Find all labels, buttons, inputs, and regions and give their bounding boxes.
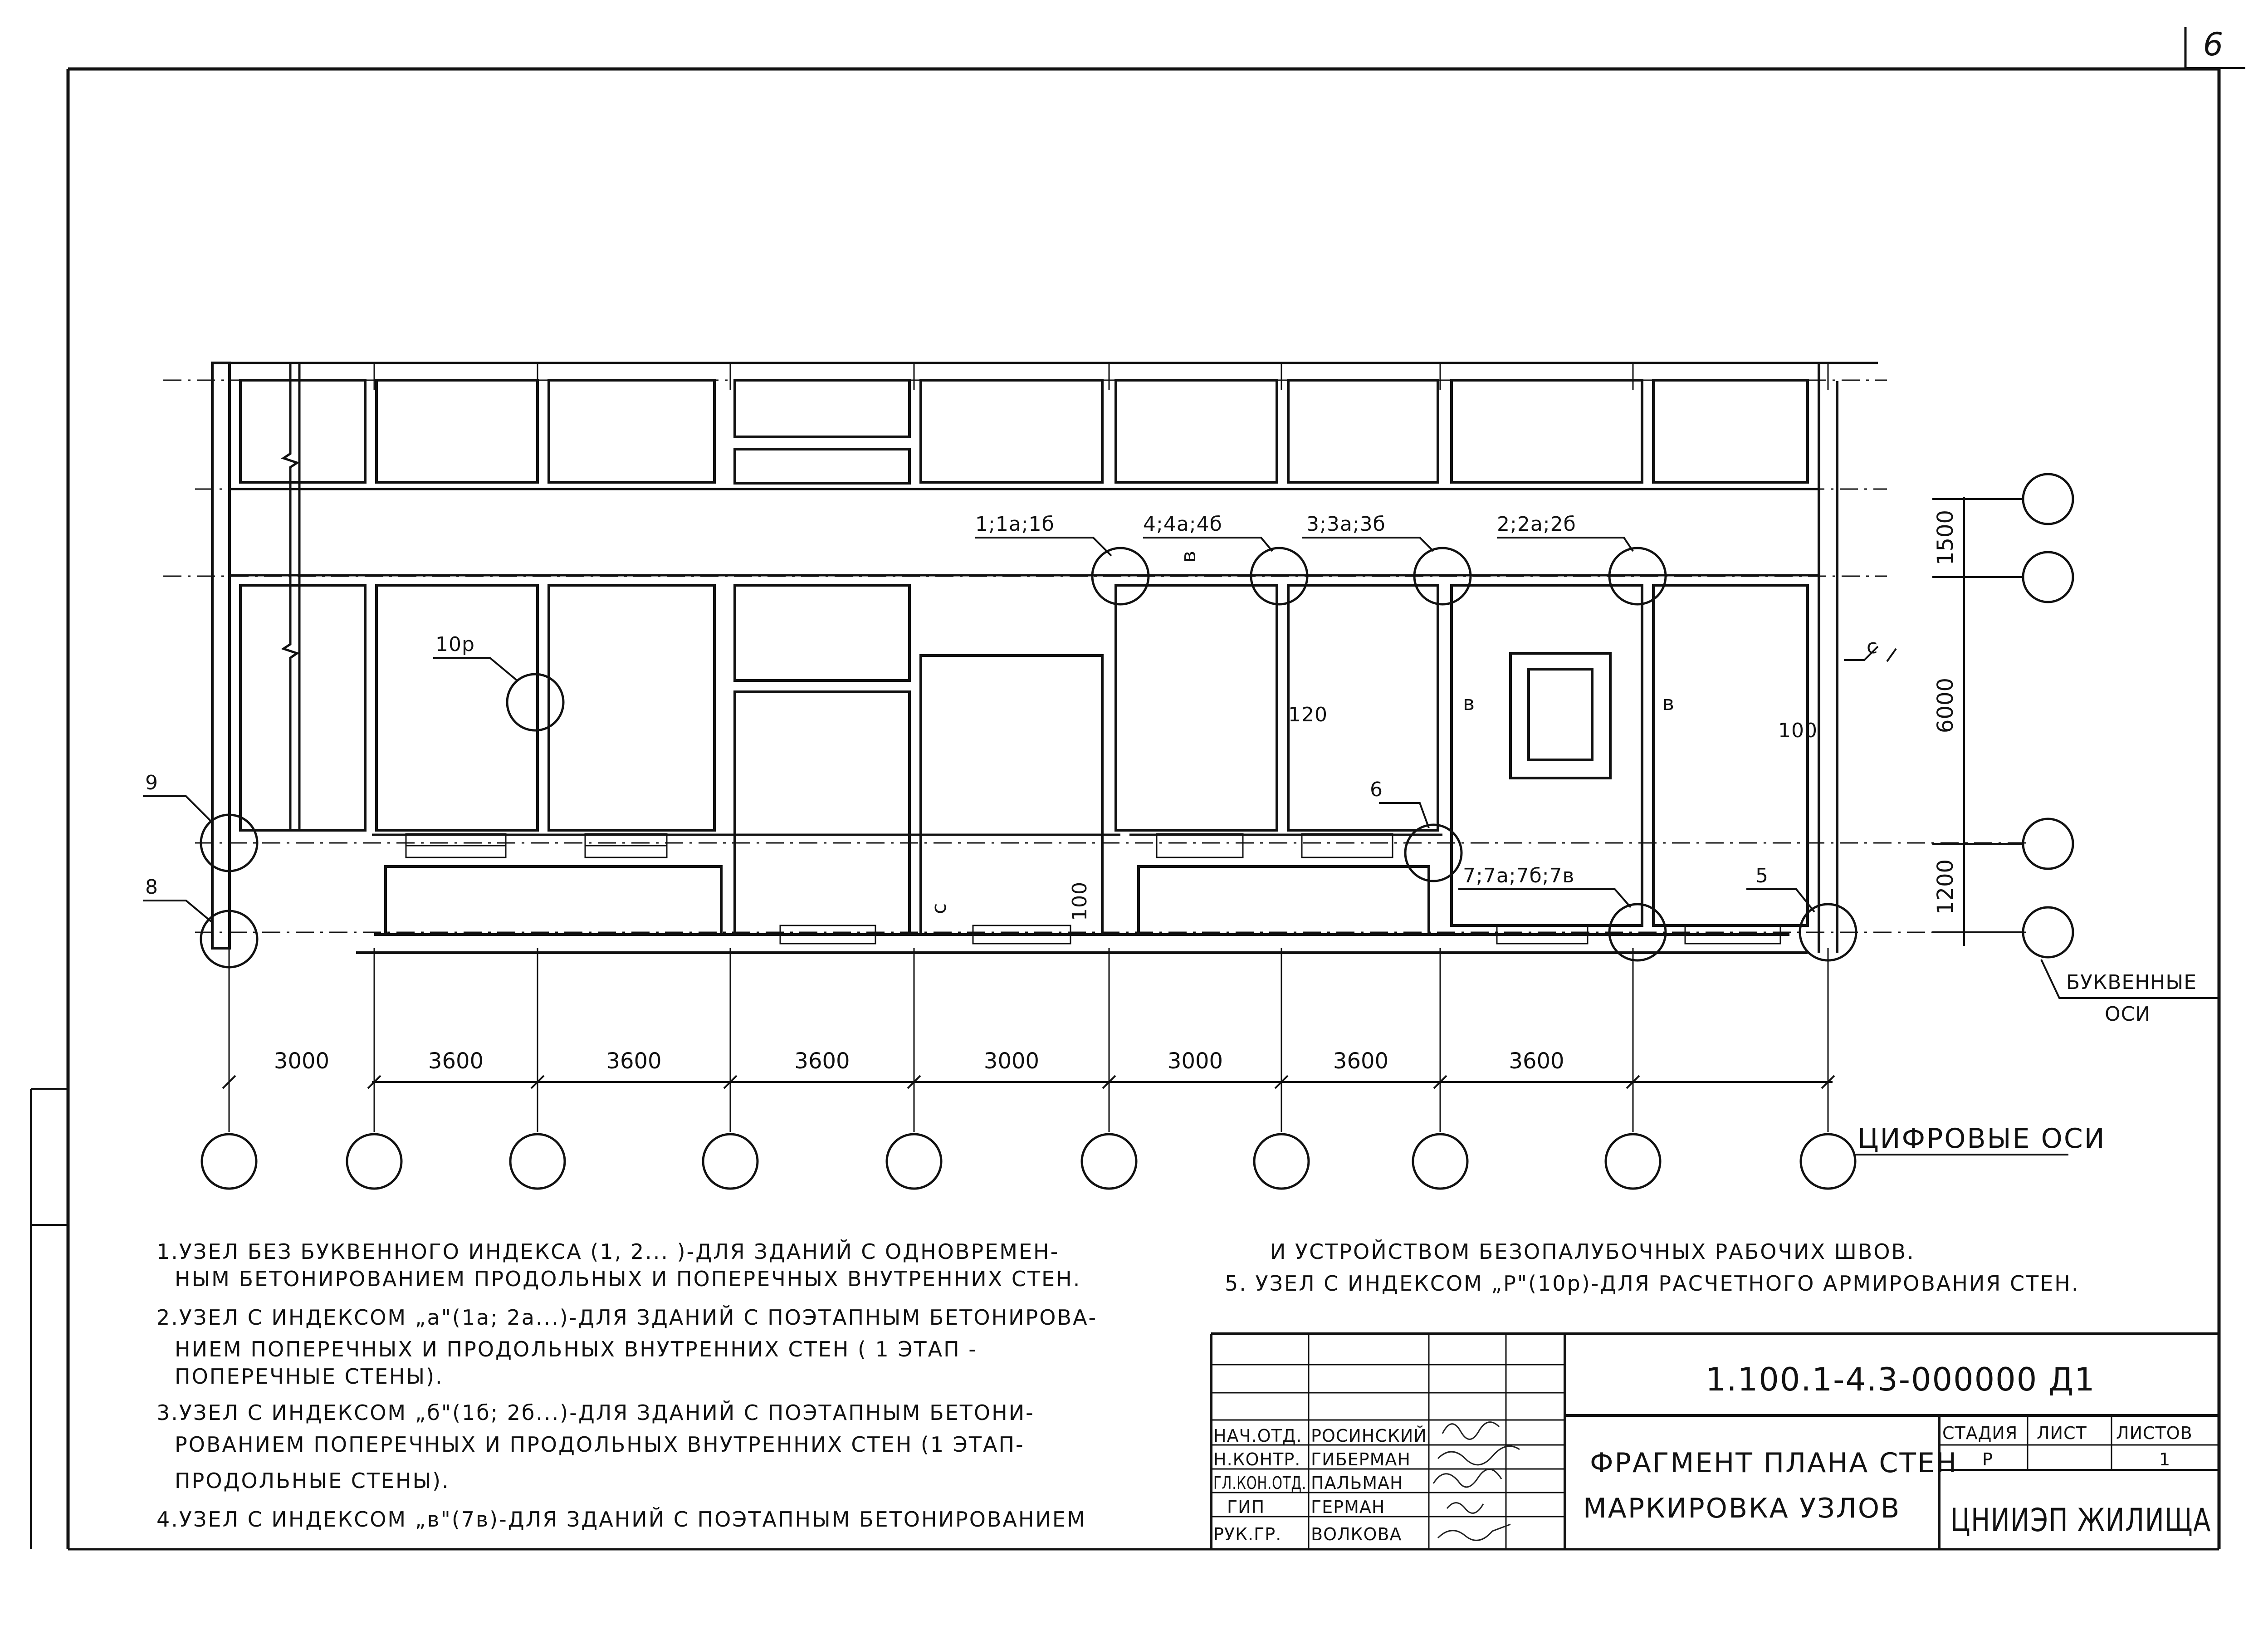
note-line: ПРОДОЛЬНЫЕ СТЕНЫ). bbox=[175, 1469, 450, 1493]
organization: ЦНИИЭП ЖИЛИЩА bbox=[1950, 1502, 2211, 1539]
thickness-v-right: в bbox=[1662, 692, 1675, 715]
title-line-1: ФРАГМЕНТ ПЛАНА СТЕН bbox=[1590, 1447, 1958, 1479]
column-dimension: 3000 bbox=[274, 1048, 330, 1074]
sig-role: РУК.ГР. bbox=[1213, 1524, 1282, 1544]
note-line: 5. УЗЕЛ С ИНДЕКСОМ „Р"(10р)-ДЛЯ РАСЧЕТНОГО АРМИРОВАНИЯ СТЕН. bbox=[1225, 1271, 2080, 1296]
sig-name: ГЕРМАН bbox=[1311, 1497, 1385, 1517]
node-label-5: 5 bbox=[1755, 864, 1769, 887]
note-line: 4.УЗЕЛ С ИНДЕКСОМ „в"(7в)-ДЛЯ ЗДАНИЙ С ПОЭТАПНЫМ БЕТОНИРОВАНИЕМ bbox=[156, 1507, 1086, 1532]
note-line: НИЕМ ПОПЕРЕЧНЫХ И ПРОДОЛЬНЫХ ВНУТРЕННИХ СТЕН ( 1 ЭТАП - bbox=[175, 1337, 978, 1361]
sig-name: ПАЛЬМАН bbox=[1311, 1473, 1403, 1493]
column-dimension: 3600 bbox=[606, 1048, 662, 1074]
thickness-100-front: 100 bbox=[1068, 881, 1091, 921]
thickness-100-right: 100 bbox=[1778, 719, 1818, 742]
note-line: И УСТРОЙСТВОМ БЕЗОПАЛУБОЧНЫХ РАБОЧИХ ШВОВ. bbox=[1270, 1239, 1915, 1264]
note-line: 3.УЗЕЛ С ИНДЕКСОМ „б"(1б; 2б...)-ДЛЯ ЗДАНИЙ С ПОЭТАПНЫМ БЕТОНИ- bbox=[156, 1400, 1035, 1425]
node-label-8: 8 bbox=[145, 876, 158, 899]
page-number: 6 bbox=[2203, 26, 2224, 63]
row-dim-1: 1500 bbox=[1933, 509, 1958, 566]
row-dim-3: 1200 bbox=[1933, 859, 1958, 915]
digital-axes-label: ЦИФРОВЫЕ ОСИ bbox=[1857, 1123, 2106, 1155]
sig-role: ГИП bbox=[1227, 1497, 1265, 1517]
column-dimension: 3600 bbox=[428, 1048, 484, 1074]
letter-axes-label-1: БУКВЕННЫЕ bbox=[2066, 971, 2197, 994]
column-dimension: 3600 bbox=[1333, 1048, 1389, 1074]
node-label-10p: 10р bbox=[435, 633, 475, 656]
document-code: 1.100.1-4.3-000000 Д1 bbox=[1706, 1361, 2096, 1398]
sig-role: НАЧ.ОТД. bbox=[1213, 1426, 1302, 1446]
thickness-v-mid: в bbox=[1463, 692, 1475, 715]
sheet-header: ЛИСТ bbox=[2037, 1423, 2087, 1443]
column-dimension: 3000 bbox=[1167, 1048, 1223, 1074]
row-dim-2: 6000 bbox=[1933, 677, 1958, 734]
sig-name: ВОЛКОВА bbox=[1311, 1524, 1402, 1544]
node-label-6: 6 bbox=[1370, 778, 1383, 801]
note-line: РОВАНИЕМ ПОПЕРЕЧНЫХ И ПРОДОЛЬНЫХ ВНУТРЕННИХ СТЕН (1 ЭТАП- bbox=[175, 1432, 1025, 1457]
letter-axes-label-2: ОСИ bbox=[2105, 1003, 2151, 1026]
thickness-c-right: с bbox=[1867, 635, 1878, 658]
note-line: 1.УЗЕЛ БЕЗ БУКВЕННОГО ИНДЕКСА (1, 2... )-ДЛЯ ЗДАНИЙ С ОДНОВРЕМЕН- bbox=[156, 1239, 1060, 1264]
column-dimension: 3600 bbox=[794, 1048, 850, 1074]
node-label-1: 1;1а;1б bbox=[975, 513, 1055, 536]
note-line: ПОПЕРЕЧНЫЕ СТЕНЫ). bbox=[175, 1364, 444, 1389]
thickness-c-front: с bbox=[928, 902, 951, 914]
node-label-3: 3;3а;3б bbox=[1306, 513, 1386, 536]
node-label-4: 4;4а;4б bbox=[1143, 513, 1222, 536]
stage-value: Р bbox=[1982, 1449, 1993, 1469]
sig-name: РОСИНСКИЙ bbox=[1311, 1426, 1427, 1446]
thickness-v-top: в bbox=[1177, 550, 1200, 563]
sig-role: ГЛ.КОН.ОТД. bbox=[1213, 1473, 1306, 1493]
note-line: НЫМ БЕТОНИРОВАНИЕМ ПРОДОЛЬНЫХ И ПОПЕРЕЧНЫХ ВНУТРЕННИХ СТЕН. bbox=[175, 1267, 1081, 1291]
sig-name: ГИБЕРМАН bbox=[1311, 1449, 1411, 1469]
sheets-header: ЛИСТОВ bbox=[2116, 1423, 2193, 1443]
note-line: 2.УЗЕЛ С ИНДЕКСОМ „а"(1а; 2а...)-ДЛЯ ЗДАНИЙ С ПОЭТАПНЫМ БЕТОНИРОВА- bbox=[156, 1305, 1098, 1330]
node-label-7: 7;7а;7б;7в bbox=[1463, 864, 1575, 887]
column-dimension: 3000 bbox=[983, 1048, 1040, 1074]
node-label-9: 9 bbox=[145, 771, 158, 794]
sheets-value: 1 bbox=[2159, 1449, 2171, 1469]
node-label-2: 2;2а;2б bbox=[1497, 513, 1576, 536]
sig-role: Н.КОНТР. bbox=[1213, 1449, 1301, 1469]
column-dimension: 3600 bbox=[1509, 1048, 1564, 1074]
thickness-120: 120 bbox=[1288, 703, 1328, 726]
stage-header: СТАДИЯ bbox=[1942, 1423, 2018, 1443]
title-line-2: МАРКИРОВКА УЗЛОВ bbox=[1583, 1493, 1901, 1524]
